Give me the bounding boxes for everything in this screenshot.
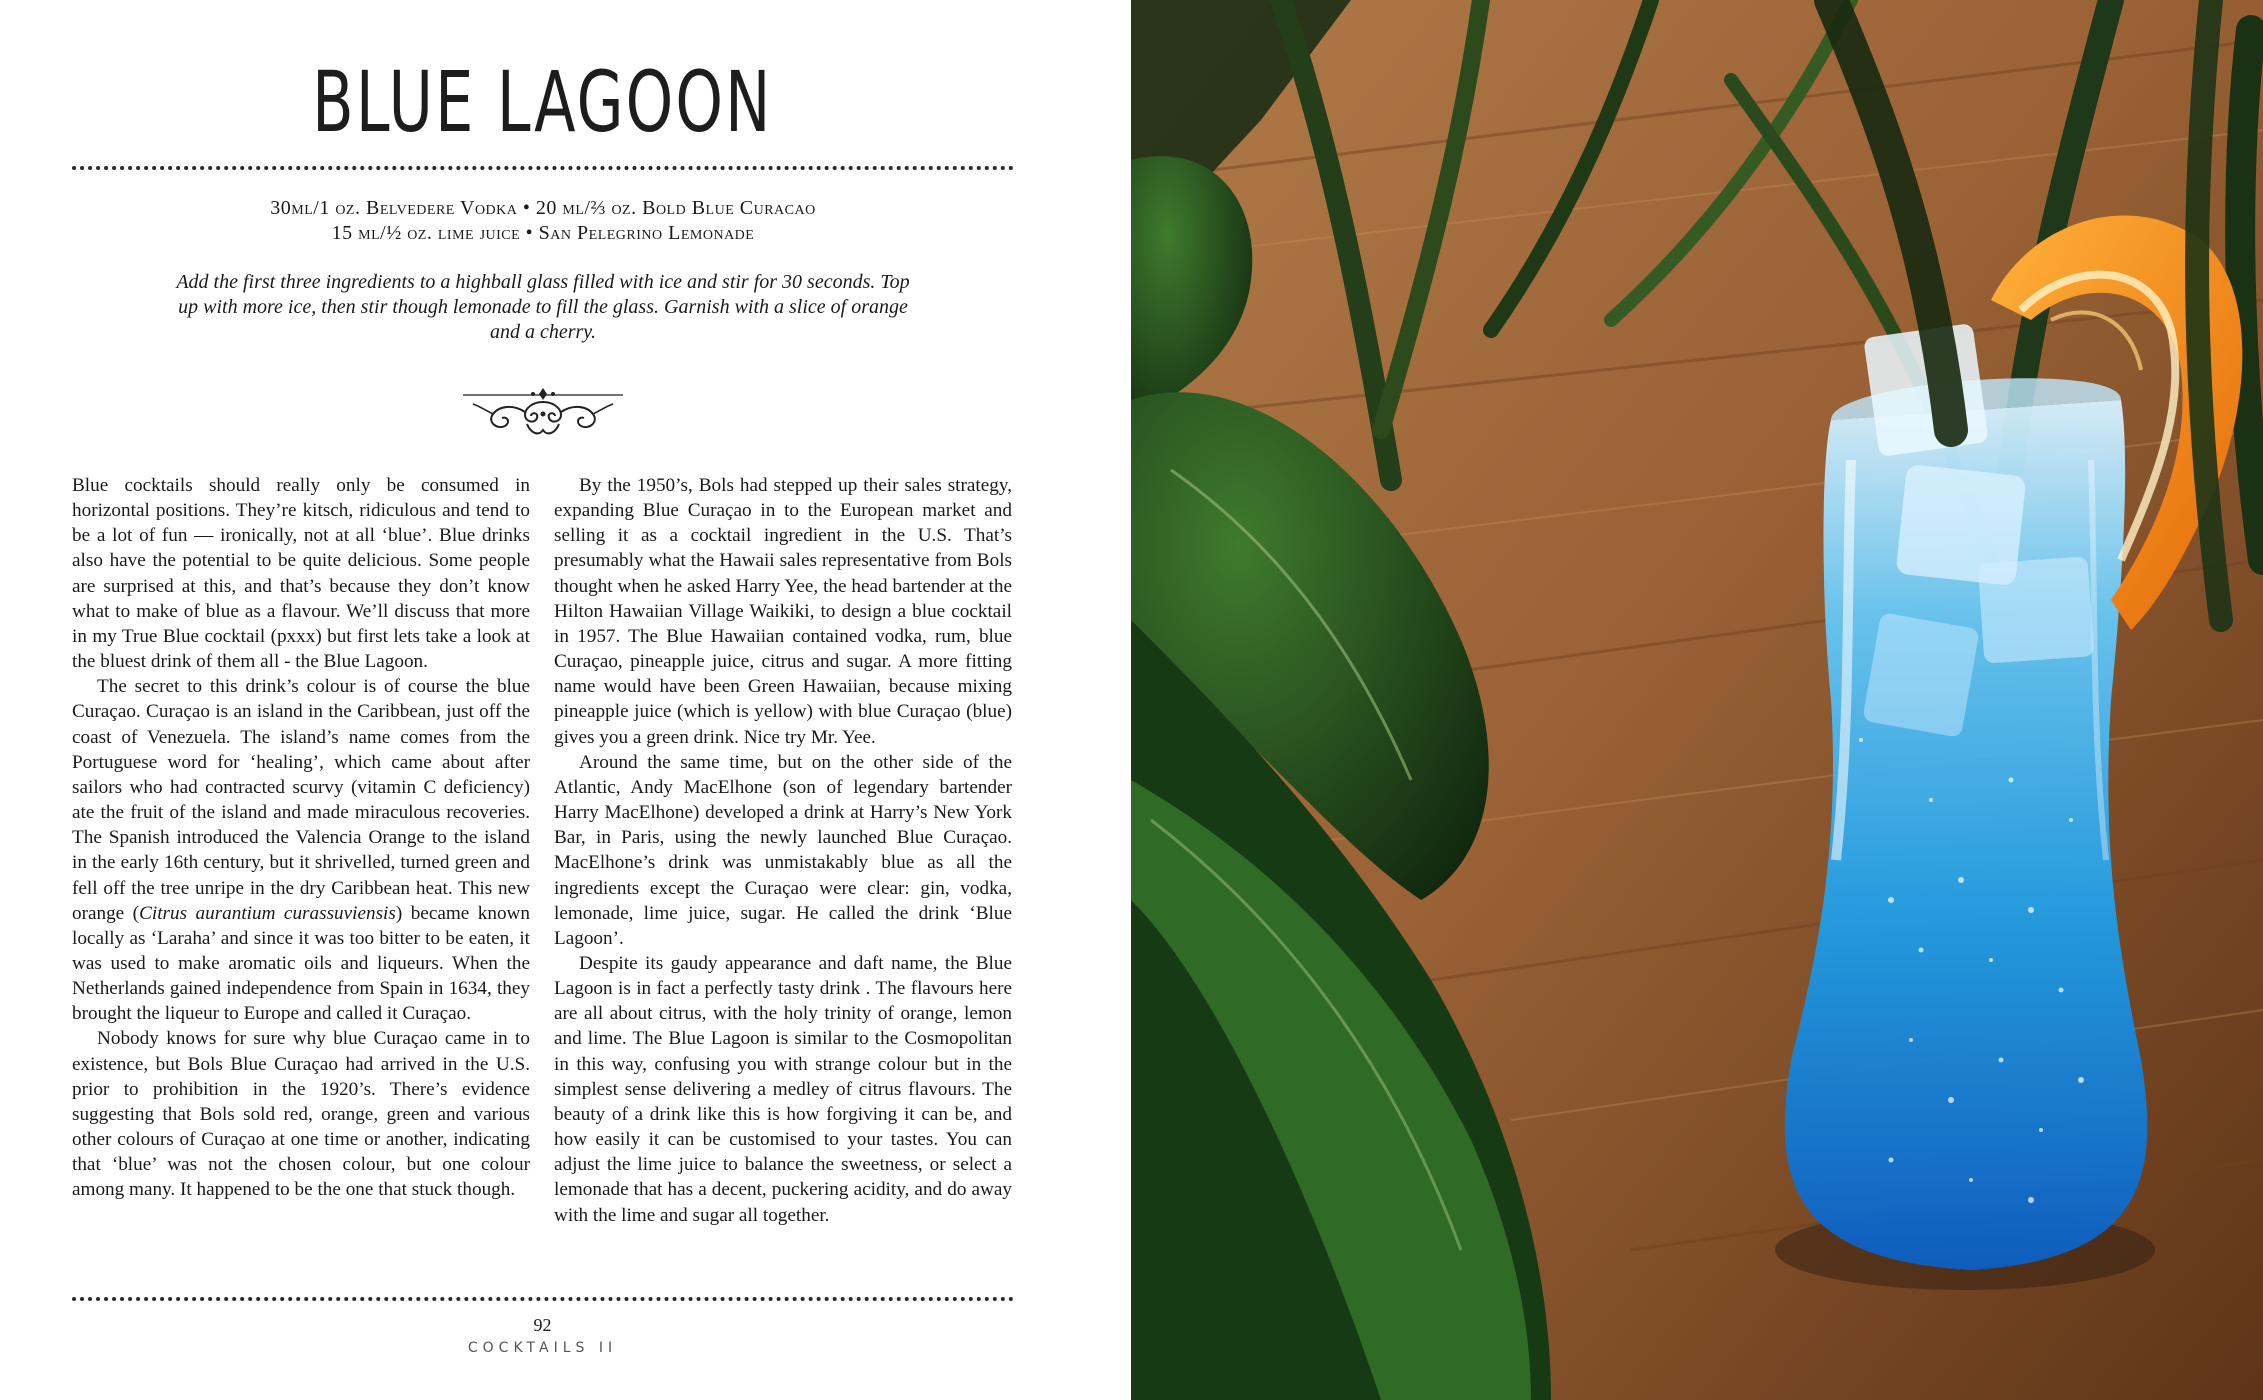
body-paragraph: Blue cocktails should really only be consumed in horizontal positions. They’re kitsch, ridiculous and tend to be a lot of fun — ironically, not at all ‘blue’. Blue drinks also have the potential to be quite delicious. Some people are surprised at this, and that’s because they don’t know what to make of blue as a flavour. We’ll discuss that more in my True Blue cocktail (pxxx) but first lets take a look at the bluest drink of them all - the Blue Lagoon. (72, 475, 530, 673)
cocktail-photo-illustration (1131, 0, 2263, 1400)
body-paragraph: Nobody knows for sure why blue Curaçao came in to existence, but Bols Blue Curaçao had arrived in the U.S. prior to prohibition in the 1920’s. There’s evidence suggesting that Bols sold red, orange, green and various other colours of Curaçao at one time or another, indicating that ‘blue’ was not the chosen colour, but one colour among many. It happened to be the one that stuck though. (72, 1028, 530, 1201)
page-title: BLUE LAGOON (312, 53, 773, 151)
dotted-divider-bottom (72, 1297, 1014, 1301)
ingredients-line-2: 15 ml/½ oz. lime juice • San Pelegrino Lemonade (331, 222, 755, 244)
ingredients-line-1: 30ml/1 oz. Belvedere Vodka • 20 ml/⅔ oz. Bold Blue Curacao (270, 197, 816, 219)
text-column-right (554, 473, 1012, 1228)
left-page (0, 0, 1130, 1400)
ingredients-list (72, 196, 1014, 246)
text-column-left (72, 473, 530, 1203)
cocktail-photo (1131, 0, 2263, 1400)
ornament-flourish (463, 384, 623, 444)
body-paragraph: Around the same time, but on the other side of the Atlantic, Andy MacElhone (son of legendary bartender Harry MacElhone) developed a drink at Harry’s New York Bar, in Paris, using the newly launched Blue Curaçao. MacElhone’s drink was unmistakably blue as all the ingredients except the Curaçao were clear: gin, vodka, lemonade, lime juice, sugar. He called the drink ‘Blue Lagoon’. (554, 751, 1012, 949)
dotted-divider-top (72, 166, 1014, 170)
body-paragraph: The secret to this drink’s colour is of course the blue Curaçao. Curaçao is an island in the Caribbean, just off the coast of Venezuela. The island’s name comes from the Portuguese word for ‘healing’, which came about after sailors who had contracted scurvy (vitamin C deficiency) ate the fruit of the island and made miraculous recoveries. The Spanish introduced the Valencia Orange to the island in the early 16th century, but it shrivelled, turned green and fell off the tree unripe in the dry Caribbean heat. This new orange (Citrus aurantium curassuviensis) became known locally as ‘Laraha’ and since it was too bitter to be eaten, it was used to make aromatic oils and liqueurs. When the Netherlands gained independence from Spain in 1634, they brought the liqueur to Europe and called it Curaçao. (72, 676, 530, 1025)
body-paragraph: By the 1950’s, Bols had stepped up their sales strategy, expanding Blue Curaçao in to the European market and selling it as a cocktail ingredient in the U.S. That’s presumably what the Hawaii sales representative from Bols thought when he asked Harry Yee, the head bartender at the Hilton Hawaiian Village Waikiki, to design a blue cocktail in 1957. The Blue Hawaiian contained vodka, rum, blue Curaçao, pineapple juice, citrus and sugar. A more fitting name would have been Green Hawaiian, because mixing pineapple juice (which is yellow) with blue Curaçao (blue) gives you a green drink. Nice try Mr. Yee. (554, 475, 1012, 748)
body-paragraph: Despite its gaudy appearance and daft name, the Blue Lagoon is in fact a perfectly tasty drink . The flavours here are all about citrus, with the holy trinity of orange, lemon and lime. The Blue Lagoon is similar to the Cosmopolitan in this way, confusing you with strange colour but in the simplest sense delivering a medley of citrus flavours. The beauty of a drink like this is how forgiving it can be, and how easily it can be customised to your tastes. You can adjust the lime juice to balance the sweetness, or select a lemonade that has a decent, puckering acidity, and do away with the lime and sugar all together. (554, 952, 1012, 1226)
running-head: COCKTAILS II (467, 1340, 618, 1356)
page-number: 92 (533, 1315, 552, 1335)
method-text: Add the first three ingredients to a highball glass filled with ice and stir for 30 seconds. Top up with more ice, then stir though lemonade to fill the glass. Garnish with a slice of orange and a cherry. (176, 271, 910, 343)
